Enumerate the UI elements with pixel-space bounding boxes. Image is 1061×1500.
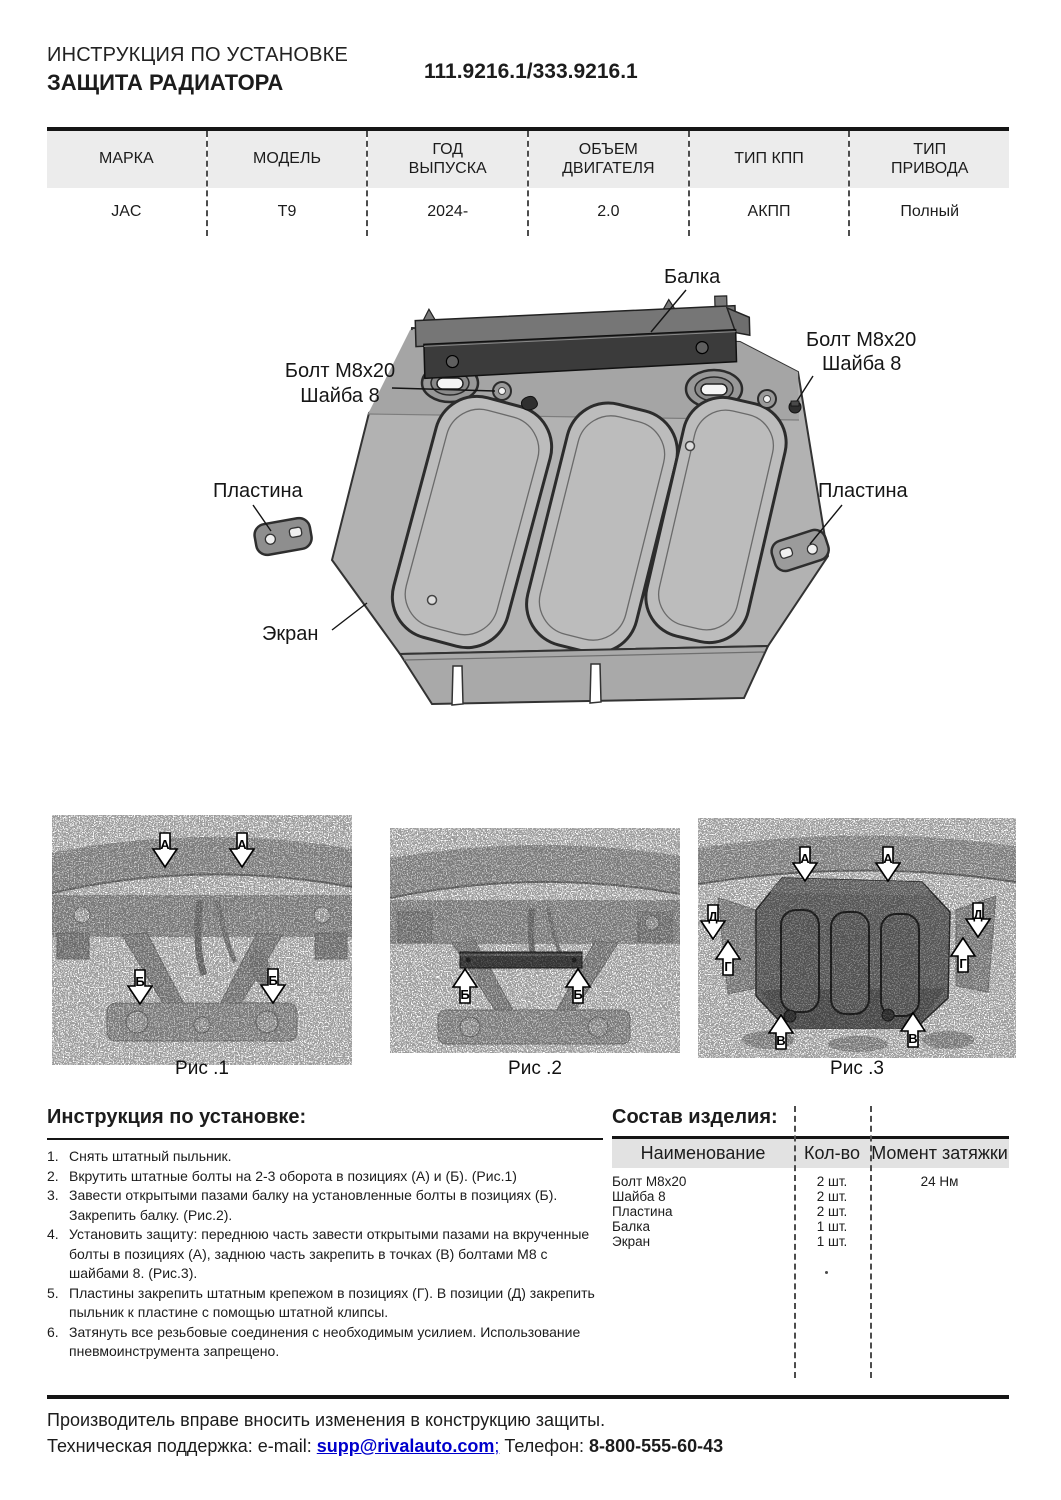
parts-col-name: Наименование bbox=[640, 1143, 766, 1163]
plate-label-right: Пластина bbox=[818, 480, 908, 502]
spec-value-cell: JAC bbox=[111, 203, 142, 220]
washer-left bbox=[493, 382, 511, 400]
spec-column-year bbox=[366, 131, 527, 236]
bolt-left bbox=[521, 396, 537, 410]
document-subtitle: ИНСТРУКЦИЯ ПО УСТАНОВКЕ bbox=[47, 44, 349, 66]
svg-text:А: А bbox=[800, 851, 810, 866]
parts-column-divider bbox=[870, 1106, 872, 1378]
spec-column-gearbox bbox=[688, 131, 849, 236]
figure-1-caption: Рис .1 bbox=[175, 1058, 229, 1079]
phone-label: Телефон: bbox=[499, 1436, 585, 1456]
svg-text:В: В bbox=[776, 1033, 786, 1048]
figure-2-caption: Рис .2 bbox=[508, 1058, 562, 1079]
parts-heading: Состав изделия: bbox=[612, 1106, 1009, 1139]
washer-right bbox=[758, 390, 776, 408]
spec-header-cell: ОБЪЕМ ДВИГАТЕЛЯ bbox=[529, 131, 688, 188]
washer-label-left: Шайба 8 bbox=[300, 385, 380, 407]
figure-2-photo bbox=[390, 828, 680, 1053]
svg-text:Б: Б bbox=[460, 987, 470, 1002]
figure-3-photo bbox=[698, 818, 1016, 1058]
washer-label-right: Шайба 8 bbox=[822, 353, 902, 375]
document-header bbox=[47, 44, 348, 96]
spec-value-cell: T9 bbox=[277, 203, 297, 220]
parts-column-divider bbox=[794, 1106, 796, 1378]
instructions-list bbox=[47, 1147, 603, 1362]
instruction-step: 3. Завести открытыми пазами балку на установленные болты в позициях (Б). Закрепить балку. (Рис.2). bbox=[47, 1187, 558, 1223]
spec-table bbox=[47, 127, 1009, 236]
plate-left-part bbox=[253, 516, 314, 556]
support-phone: 8-800-555-60-43 bbox=[584, 1436, 724, 1456]
support-label: Техническая поддержка: e-mail: bbox=[47, 1436, 317, 1456]
instruction-step: 4. Установить защиту: переднюю часть завести открытыми пазами на вкрученные болты в позициях (А), заднюю часть закрепить в точках (В) болтами М8 с шайбами 8. (Рис.3). bbox=[47, 1226, 590, 1281]
parts-header-row bbox=[612, 1139, 1009, 1168]
spec-value-cell: 2.0 bbox=[597, 203, 620, 220]
svg-text:Г: Г bbox=[724, 959, 732, 974]
figure-3-caption: Рис .3 bbox=[830, 1058, 884, 1079]
table-row: Болт М8х20 2 шт. 24 Нм bbox=[612, 1174, 959, 1189]
svg-text:Д: Д bbox=[973, 907, 983, 922]
spec-value-cell: АКПП bbox=[747, 203, 791, 220]
semicolon: ; bbox=[494, 1436, 500, 1456]
table-row: Экран 1 шт. bbox=[612, 1234, 848, 1249]
spec-value-cell: Полный bbox=[900, 203, 960, 220]
spec-column-model bbox=[206, 131, 367, 236]
bolt-label-right: Болт М8х20 bbox=[806, 329, 917, 351]
table-row: Балка 1 шт. bbox=[612, 1219, 848, 1234]
page-title: ЗАЩИТА РАДИАТОРА bbox=[47, 70, 284, 95]
instruction-step: 5. Пластины закрепить штатным крепежом в позициях (Г). В позиции (Д) закрепить пыльник к пластине с помощью штатной клипсы. bbox=[47, 1284, 595, 1320]
svg-text:Б: Б bbox=[268, 973, 278, 988]
instruction-step: 2. Вкрутить штатные болты на 2-3 оборота в позициях (А) и (Б). (Рис.1) bbox=[47, 1167, 517, 1184]
spec-column-drive bbox=[848, 131, 1009, 236]
bolt-label-left: Болт М8х20 bbox=[284, 360, 396, 382]
parts-col-qty: Кол-во bbox=[804, 1143, 860, 1163]
figure-1-photo bbox=[52, 815, 352, 1065]
spec-column-engine bbox=[527, 131, 688, 236]
spec-header-cell: МАРКА bbox=[47, 131, 206, 188]
table-row: Шайба 8 2 шт. bbox=[612, 1189, 848, 1204]
support-email-link[interactable]: supp@rivalauto.com bbox=[316, 1436, 495, 1456]
svg-text:Б: Б bbox=[573, 987, 583, 1002]
parts-list bbox=[612, 1106, 1009, 1249]
svg-text:Д: Д bbox=[708, 909, 718, 924]
spec-header-cell: ТИП ПРИВОДА bbox=[850, 131, 1009, 188]
svg-text:А: А bbox=[237, 837, 247, 852]
instruction-step: 1. Снять штатный пыльник. bbox=[47, 1148, 232, 1164]
shield-part bbox=[332, 328, 828, 705]
plate-label-left: Пластина bbox=[213, 480, 303, 502]
svg-text:А: А bbox=[160, 837, 170, 852]
scan-artifact-dot bbox=[825, 1271, 828, 1274]
beam-label: Балка bbox=[664, 266, 721, 288]
table-row: Пластина 2 шт. bbox=[612, 1204, 848, 1219]
spec-header-cell: МОДЕЛЬ bbox=[208, 131, 367, 188]
support-line bbox=[47, 1436, 1009, 1457]
instruction-step: 6. Затянуть все резьбовые соединения с необходимым усилием. Использование пневмоинструмента запрещено. bbox=[47, 1323, 581, 1359]
parts-rows bbox=[612, 1174, 1009, 1249]
installation-instructions bbox=[47, 1106, 603, 1362]
svg-text:Б: Б bbox=[135, 974, 145, 989]
spec-header-cell: ГОД ВЫПУСКА bbox=[368, 131, 527, 188]
part-number: 111.9216.1/333.9216.1 bbox=[424, 60, 638, 83]
svg-text:Г: Г bbox=[959, 956, 967, 971]
bolt-right bbox=[789, 401, 801, 413]
shield-label: Экран bbox=[262, 623, 319, 645]
instructions-heading: Инструкция по установке: bbox=[47, 1106, 603, 1140]
spec-value-cell: 2024- bbox=[427, 203, 469, 220]
svg-text:В: В bbox=[908, 1031, 918, 1046]
manufacturer-notice: Производитель вправе вносить изменения в конструкцию защиты. bbox=[47, 1410, 606, 1430]
parts-col-torque: Момент затяжки bbox=[871, 1143, 1008, 1163]
page-footer bbox=[47, 1395, 1009, 1457]
spec-header-cell: ТИП КПП bbox=[690, 131, 849, 188]
spec-column-brand bbox=[47, 131, 206, 236]
svg-text:А: А bbox=[883, 851, 893, 866]
exploded-view-diagram bbox=[0, 250, 1061, 720]
